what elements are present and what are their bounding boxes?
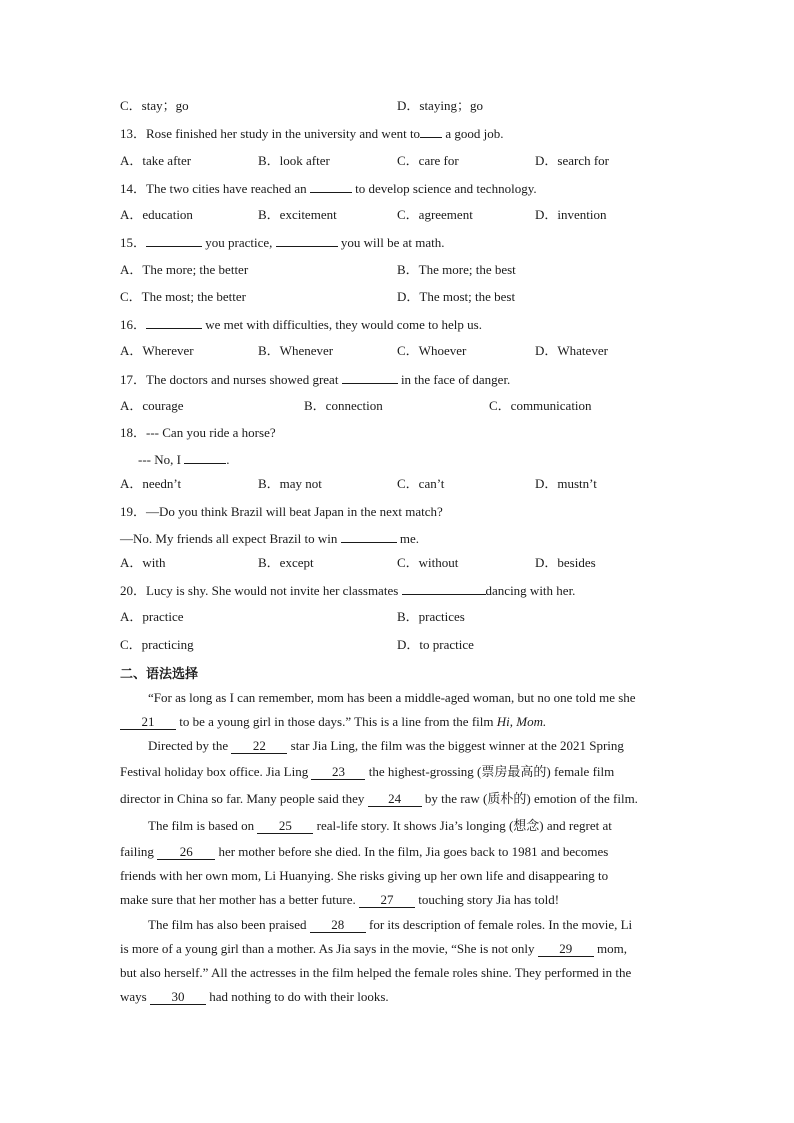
answer-blank[interactable]	[342, 371, 398, 384]
answer-blank[interactable]	[146, 234, 202, 247]
q15-option-b[interactable]: B．The more; the best	[397, 262, 516, 277]
answer-blank-25[interactable]: 25	[257, 819, 313, 834]
answer-blank[interactable]	[341, 530, 397, 543]
q13-option-d[interactable]: D．search for	[535, 153, 609, 168]
q20-option-d[interactable]: D．to practice	[397, 637, 474, 652]
q17-option-c[interactable]: C．communication	[489, 398, 592, 413]
question-18-reply: --- No, I .	[138, 452, 230, 467]
q17-option-b[interactable]: B．connection	[304, 398, 383, 413]
answer-blank[interactable]	[276, 234, 338, 247]
passage-p2-line2: Festival holiday box office. Jia Ling 23 the highest-grossing (票房最高的) female film	[120, 764, 615, 779]
q19-option-d[interactable]: D．besides	[535, 555, 596, 570]
q14-option-d[interactable]: D．invention	[535, 207, 607, 222]
q16-option-b[interactable]: B．Whenever	[258, 343, 334, 358]
q12-option-c[interactable]: C．stay；go	[120, 98, 189, 113]
question-16: 16． we met with difficulties, they would come to help us.	[120, 317, 482, 332]
answer-blank-22[interactable]: 22	[231, 739, 287, 754]
q16-option-d[interactable]: D．Whatever	[535, 343, 608, 358]
passage-p4-line4: ways 30 had nothing to do with their looks.	[120, 989, 389, 1004]
passage-p4-line3: but also herself.” All the actresses in the film helped the female roles shine. They performed in the	[120, 965, 632, 980]
answer-blank-21[interactable]: 21	[120, 715, 176, 730]
q14-option-c[interactable]: C．agreement	[397, 207, 473, 222]
answer-blank[interactable]	[402, 582, 486, 595]
q19-option-a[interactable]: A．with	[120, 555, 166, 570]
q20-option-b[interactable]: B．practices	[397, 609, 465, 624]
answer-blank-30[interactable]: 30	[150, 990, 206, 1005]
passage-p1-line1: “For as long as I can remember, mom has been a middle-aged woman, but no one told me she	[148, 690, 636, 705]
q13-option-b[interactable]: B．look after	[258, 153, 330, 168]
q17-option-a[interactable]: A．courage	[120, 398, 184, 413]
answer-blank-27[interactable]: 27	[359, 893, 415, 908]
q14-option-b[interactable]: B．excitement	[258, 207, 337, 222]
passage-p3-line2: failing 26 her mother before she died. In the film, Jia goes back to 1981 and becomes	[120, 844, 609, 859]
q13-option-a[interactable]: A．take after	[120, 153, 192, 168]
answer-blank-23[interactable]: 23	[311, 765, 365, 780]
passage-p4-line1: The film has also been praised 28 for its description of female roles. In the movie, Li	[148, 917, 633, 932]
answer-blank-28[interactable]: 28	[310, 918, 366, 933]
answer-blank[interactable]	[420, 125, 442, 138]
passage-p4-line2: is more of a young girl than a mother. As Jia says in the movie, “She is not only 29 mom,	[120, 941, 627, 956]
q14-option-a[interactable]: A．education	[120, 207, 193, 222]
q16-option-a[interactable]: A．Wherever	[120, 343, 194, 358]
q20-option-c[interactable]: C．practicing	[120, 637, 194, 652]
passage-p3-line4: make sure that her mother has a better future. 27 touching story Jia has told!	[120, 892, 560, 907]
answer-blank[interactable]	[146, 316, 202, 329]
section-heading: 二、语法选择	[120, 667, 199, 682]
q15-option-d[interactable]: D．The most; the best	[397, 289, 516, 304]
q12-option-d[interactable]: D．staying；go	[397, 98, 483, 113]
q18-option-b[interactable]: B．may not	[258, 476, 322, 491]
answer-blank[interactable]	[310, 180, 352, 193]
passage-p3-line3: friends with her own mom, Li Huanying. She risks giving up her own life and disappearing to	[120, 868, 609, 883]
question-17: 17．The doctors and nurses showed great in the face of danger.	[120, 372, 511, 387]
q19-option-b[interactable]: B．except	[258, 555, 314, 570]
question-14: 14．The two cities have reached an to develop science and technology.	[120, 181, 537, 196]
answer-blank-24[interactable]: 24	[368, 792, 422, 807]
passage-p2-line1: Directed by the 22 star Jia Ling, the film was the biggest winner at the 2021 Spring	[148, 738, 624, 753]
answer-blank-29[interactable]: 29	[538, 942, 594, 957]
q15-option-c[interactable]: C．The most; the better	[120, 289, 247, 304]
q16-option-c[interactable]: C．Whoever	[397, 343, 467, 358]
passage-p1-line2: 21 to be a young girl in those days.” This is a line from the film Hi, Mom.	[120, 714, 680, 730]
passage-p3-line1: The film is based on 25 real-life story. It shows Jia’s longing (想念) and regret at	[148, 818, 612, 833]
passage-p2-line3: director in China so far. Many people said they 24 by the raw (质朴的) emotion of the film.	[120, 791, 638, 806]
q19-option-c[interactable]: C．without	[397, 555, 459, 570]
q18-option-d[interactable]: D．mustn’t	[535, 476, 597, 491]
q15-option-a[interactable]: A．The more; the better	[120, 262, 249, 277]
q20-option-a[interactable]: A．practice	[120, 609, 184, 624]
question-18: 18．--- Can you ride a horse?	[120, 425, 276, 440]
q18-option-a[interactable]: A．needn’t	[120, 476, 182, 491]
q18-option-c[interactable]: C．can’t	[397, 476, 445, 491]
question-19: 19．—Do you think Brazil will beat Japan in the next match?	[120, 504, 443, 519]
question-19-reply: —No. My friends all expect Brazil to win me.	[120, 531, 419, 546]
question-13: 13．Rose finished her study in the university and went to a good job.	[120, 126, 504, 141]
q13-option-c[interactable]: C．care for	[397, 153, 459, 168]
question-15: 15． you practice, you will be at math.	[120, 235, 445, 250]
answer-blank-26[interactable]: 26	[157, 845, 215, 860]
question-20: 20．Lucy is shy. She would not invite her classmates dancing with her.	[120, 583, 576, 598]
answer-blank[interactable]	[184, 451, 226, 464]
